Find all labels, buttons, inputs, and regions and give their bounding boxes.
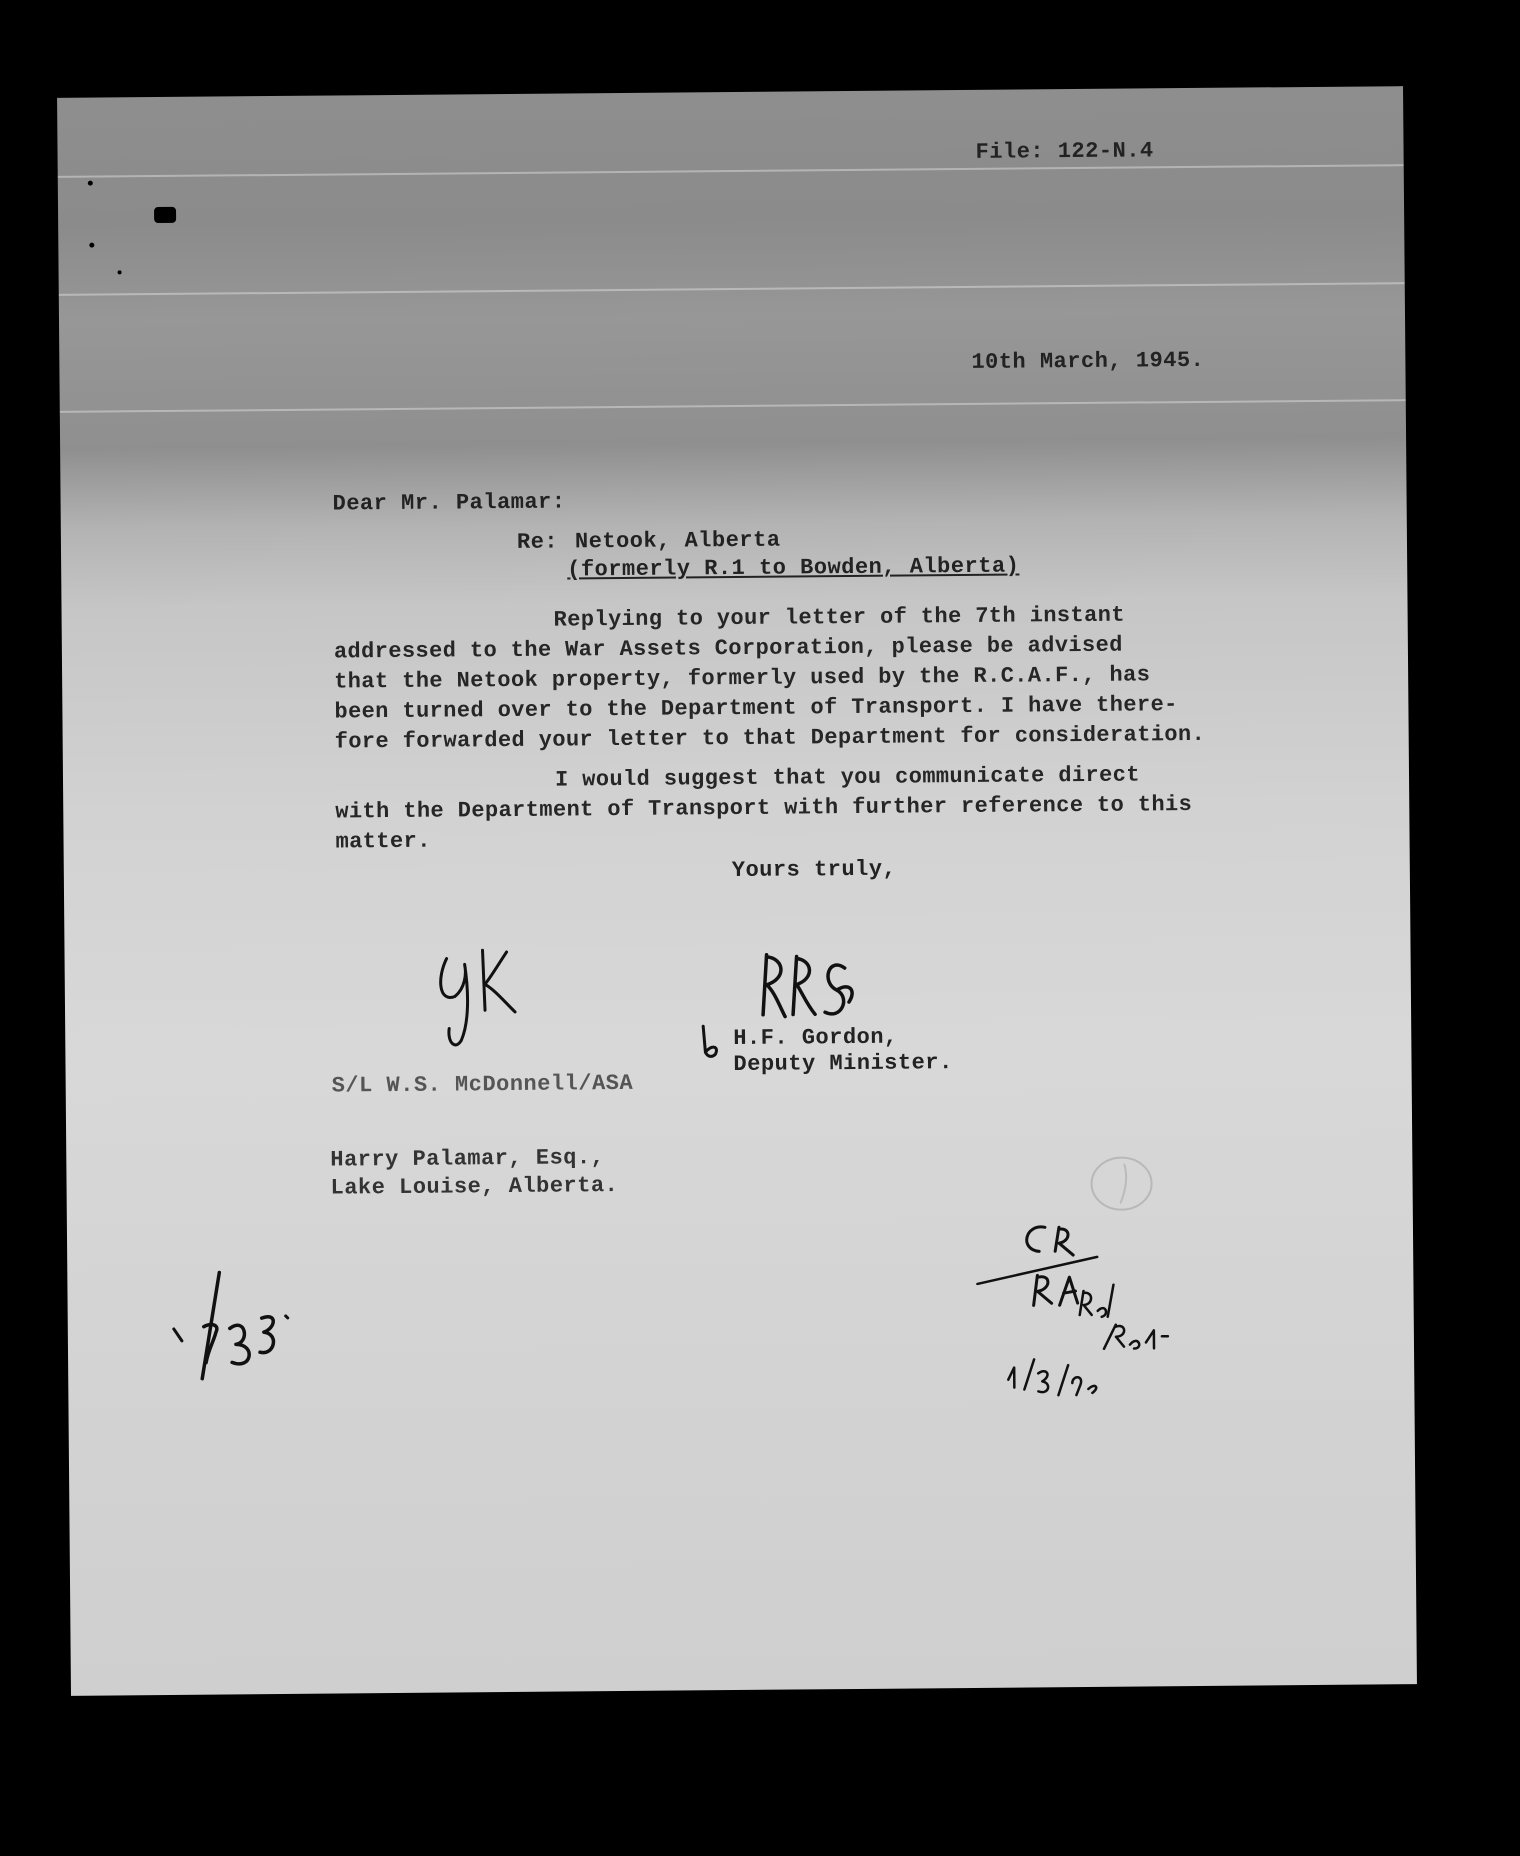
body-line: Replying to your letter of the 7th instant	[553, 602, 1126, 633]
body-line: been turned over to the Department of Transport. I have there-	[334, 692, 1178, 725]
body-paragraph-2	[335, 760, 1193, 857]
addressee-location: Lake Louise, Alberta.	[330, 1173, 619, 1201]
fold-line	[59, 282, 1405, 296]
punch-mark	[118, 270, 122, 274]
body-line: with the Department of Transport with further reference to this	[335, 792, 1193, 825]
body-line: fore forwarded your letter to that Department for consideration.	[334, 721, 1206, 755]
signer-title: Deputy Minister.	[733, 1050, 953, 1078]
file-reference: File: 122-N.4	[975, 138, 1154, 165]
body-line: addressed to the War Assets Corporation, please be advised	[333, 632, 1123, 665]
ink-blot	[154, 207, 176, 223]
fold-line	[60, 399, 1406, 413]
re-line-1: Netook, Alberta	[574, 527, 781, 555]
handwritten-note-bottom-left	[163, 1266, 314, 1397]
closing: Yours truly,	[731, 856, 897, 884]
body-line: matter.	[335, 828, 431, 855]
addressee-name: Harry Palamar, Esq.,	[330, 1145, 605, 1173]
letter-date: 10th March, 1945.	[971, 347, 1205, 375]
re-line-2: (formerly R.1 to Bowden, Alberta)	[567, 553, 1020, 583]
faint-stamp-circle	[1086, 1148, 1157, 1219]
salutation: Dear Mr. Palamar:	[332, 489, 566, 517]
reference-line: S/L W.S. McDonnell/ASA	[331, 1070, 634, 1099]
body-paragraph-1	[334, 600, 1206, 758]
handwritten-notes-bottom-right	[967, 1218, 1199, 1430]
handwritten-prefix-mark	[695, 1022, 725, 1062]
punch-mark	[88, 181, 93, 186]
signer-name: H.F. Gordon,	[733, 1024, 898, 1052]
fold-line	[58, 164, 1404, 178]
handwritten-initials-gk	[424, 944, 545, 1055]
body-line: that the Netook property, formerly used by the R.C.A.F., has	[334, 662, 1151, 695]
re-label: Re:	[516, 529, 559, 555]
letter-page	[57, 86, 1417, 1696]
punch-mark	[89, 243, 94, 248]
body-line: I would suggest that you communicate direct	[554, 762, 1141, 793]
